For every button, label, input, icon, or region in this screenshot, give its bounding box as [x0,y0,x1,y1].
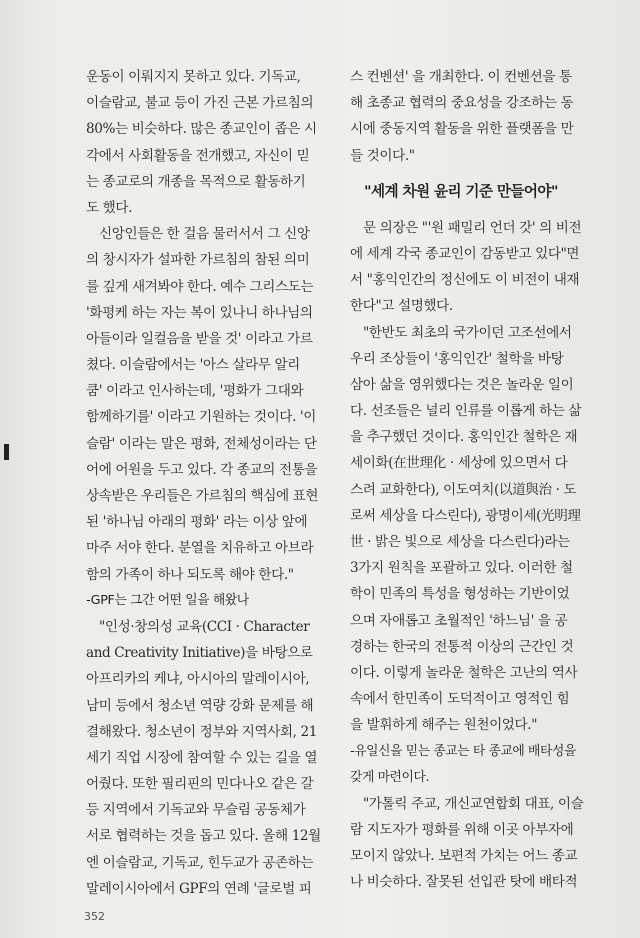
text-line: 속에서 한민족이 도덕적이고 영적인 힘 [350,691,570,708]
section-subheading: "세계 차원 윤리 기준 만들어야" [364,182,558,200]
text-line: 경하는 한국의 전통적 이상의 근간인 것 [350,638,574,655]
text-line: 는 종교로의 개종을 목적으로 활동하기 [86,173,306,190]
text-line: 아프리카의 케냐, 아시아의 말레이시아, [86,671,310,688]
text-line: 각에서 사회활동을 전개했고, 자신이 믿 [86,147,310,164]
text-line: 서 "홍익인간의 정신에도 이 비전이 내재 [350,272,580,289]
text-line: 모이지 않았나. 보편적 가치는 어느 종교 [350,848,578,865]
text-line: "인성·창의성 교육(CCI · Character [99,618,310,635]
text-line: 서로 협력하는 것을 돕고 있다. 올해 12월 [86,828,321,845]
text-line: 나 비슷하다. 잘못된 선입관 탓에 배타적 [350,874,578,891]
text-line: 쿰' 이라고 인사하는데, '평화가 그대와 [86,383,304,400]
text-line: 쳤다. 이슬람에서는 '아스 살라무 알리 [86,357,300,374]
text-line: 이슬람교, 불교 등이 가진 근본 가르침의 [86,95,314,112]
text-line: 들 것이다." [350,147,415,164]
text-line: 어줬다. 또한 필리핀의 민다나오 같은 갈 [86,776,314,793]
text-line: 어에 어원을 두고 있다. 각 종교의 전통을 [86,461,318,478]
text-line: 아들이라 일컬음을 받을 것' 이라고 가르 [86,330,313,347]
text-line: 스 컨벤션' 을 개최한다. 이 컨벤션을 통 [350,69,572,85]
text-line: '화평케 하는 자는 복이 있나니 하나님의 [86,304,313,321]
text-line: 말레이시아에서 GPF의 연례 '글로벌 피 [86,880,312,897]
text-line: 결해왔다. 청소년이 정부와 지역사회, 21 [86,723,317,740]
text-line: 등 지역에서 기독교와 무슬림 공동체가 [86,802,306,819]
text-line: 으며 자애롭고 초월적인 '하느님' 을 공 [350,612,568,629]
interview-question-line: -유일신을 믿는 종교는 타 종교에 배타성을 [350,743,576,759]
text-line: 을 추구했던 것이다. 홍익인간 철학은 재 [350,429,578,446]
text-line: 문 의장은 "'원 패밀리 언더 갓' 의 비전 [363,219,582,236]
text-line: 다. 선조들은 널리 인류를 이롭게 하는 삶 [350,403,582,420]
text-line: 해 초종교 협력의 중요성을 강조하는 동 [350,95,574,112]
text-line: 세기 직업 시장에 참여할 수 있는 길을 열 [86,749,318,766]
text-line: 이다. 이렇게 놀라운 철학은 고난의 역사 [350,664,578,681]
text-line: 80%는 비슷하다. 많은 종교인이 좁은 시 [86,121,317,138]
text-line: 을 발휘하게 해주는 원천이었다." [350,717,538,734]
text-line: 世 · 밝은 빛으로 세상을 다스린다)라는 [350,534,570,550]
right-column-top-text [350,64,602,169]
text-line: 의 창시자가 설파한 가르침의 참된 의미 [86,252,310,269]
text-line: 마주 서야 한다. 분열을 치유하고 아브라 [86,540,314,557]
text-line: 학이 민족의 특성을 형성하는 기반이었 [350,586,570,603]
interview-question-line: -GPF는 그간 어떤 일을 해왔나 [86,592,249,608]
text-line: 신앙인들은 한 걸음 물러서서 그 신앙 [99,226,310,243]
text-line: 남미 등에서 청소년 역량 강화 문제를 해 [86,697,314,714]
text-line: 스려 교화한다), 이도여치(以道與治 · 도 [350,481,577,498]
text-line: 슬람' 이라는 말은 평화, 전체성이라는 단 [86,435,317,452]
interview-question-line: 갖게 마련이다. [350,769,430,785]
text-line: 람 지도자가 평화를 위해 이곳 아부자에 [350,822,574,839]
text-line: 시에 중동지역 활동을 위한 플랫폼을 만 [350,121,574,138]
text-line: 에 세계 각국 종교인이 감동받고 있다"면 [350,245,580,262]
text-line: 3가지 원칙을 포괄하고 있다. 이러한 철 [350,560,573,577]
text-line: 로써 세상을 다스린다), 광명이세(光明理 [350,507,581,524]
text-line: 엔 이슬람교, 기독교, 힌두교가 공존하는 [86,854,314,871]
text-line: 를 깊게 새겨봐야 한다. 예수 그리스도는 [86,278,314,295]
text-line: 운동이 이뤄지지 못하고 있다. 기독교, [86,69,301,85]
left-text-column [86,64,338,902]
text-line: 삼아 삶을 영위했다는 것은 놀라운 일이 [350,376,574,393]
text-line: "가톨릭 주교, 개신교연합회 대표, 이슬 [363,795,584,812]
text-line: 우리 조상들이 '홍익인간' 철학을 바탕 [350,350,564,367]
right-text-column [350,64,602,896]
text-line: 된 '하나님 아래의 평화' 라는 이상 앞에 [86,514,308,531]
text-line: and Creativity Initiative)을 바탕으로 [86,645,313,662]
text-line: 한다"고 설명했다. [350,298,453,315]
text-line: 상속받은 우리들은 가르침의 핵심에 표현 [86,488,319,504]
page-number: 352 [84,910,105,923]
text-line: 함께하기를' 이라고 기원하는 것이다. '이 [86,409,316,426]
text-line: 도 했다. [86,199,133,216]
text-line: 세이화(在世理化 · 세상에 있으면서 다 [350,455,568,472]
right-column-bottom-text [350,215,602,896]
text-line: "한반도 최초의 국가이던 고조선에서 [363,324,572,341]
text-line: 함의 가족이 하나 되도록 해야 한다." [86,566,294,583]
page-edge-mark [4,444,9,460]
